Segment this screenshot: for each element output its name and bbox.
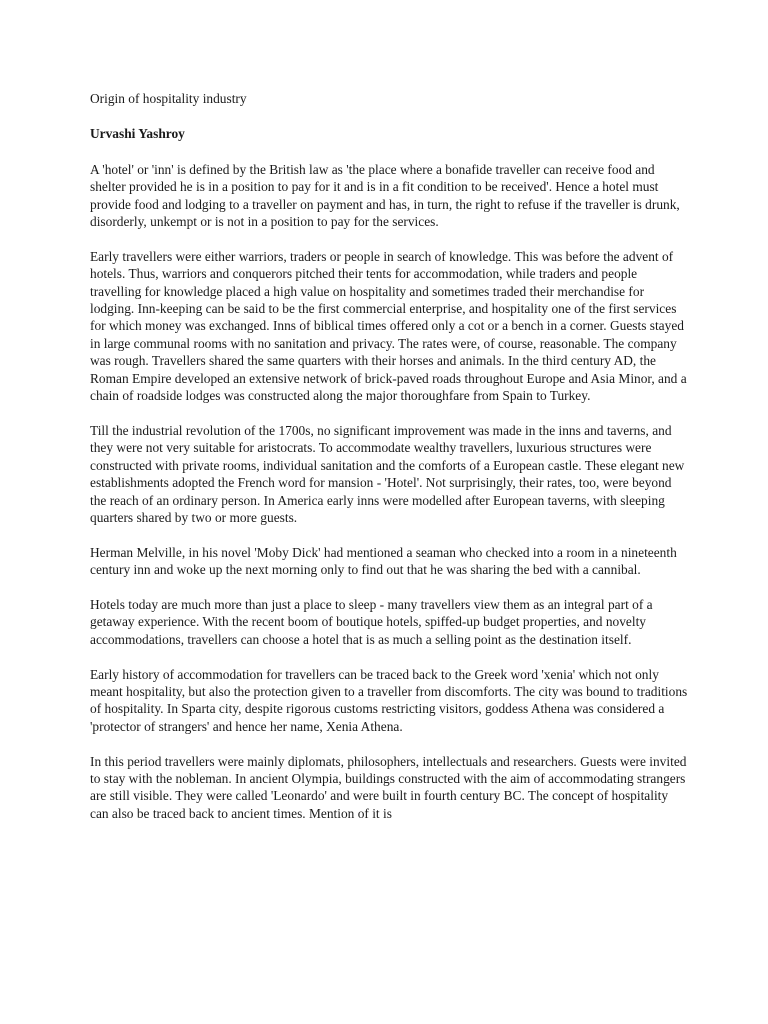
- paragraph-2: Early travellers were either warriors, traders or people in search of knowledge. This was before the advent of hotels. Thus, warriors and conquerors pitched their tents for accommodation, while traders and people travelling for knowledge placed a high value on hospitality and sometimes traded their merchandise for lodging. Inn-keeping can be said to be the first commercial enterprise, and hospitality one of the first services for which money was exchanged. Inns of biblical times offered only a cot or a bench in a corner. Guests stayed in large communal rooms with no sanitation and privacy. The rates were, of course, reasonable. The company was rough. Travellers shared the same quarters with their horses and animals. In the third century AD, the Roman Empire developed an extensive network of brick-paved roads throughout Europe and Asia Minor, and a chain of roadside lodges was constructed along the major thoroughfare from Spain to Turkey.: [90, 248, 687, 404]
- paragraph-5: Hotels today are much more than just a place to sleep - many travellers view them as an integral part of a getaway experience. With the recent boom of boutique hotels, spiffed-up budget properties, and novelty accommodations, travellers can choose a hotel that is as much a selling point as the destination itself.: [90, 596, 653, 647]
- document-title: Origin of hospitality industry: [90, 91, 247, 106]
- document-author: Urvashi Yashroy: [90, 126, 185, 142]
- paragraph-1: A 'hotel' or 'inn' is defined by the British law as 'the place where a bonafide traveller can receive food and shelter provided he is in a position to pay for it and is in a fit condition to be received'. Hence a hotel must provide food and lodging to a traveller on payment and has, in turn, the right to refuse if the traveller is drunk, disorderly, unkempt or is not in a position to pay for the services.: [90, 161, 680, 230]
- paragraph-3: Till the industrial revolution of the 1700s, no significant improvement was made in the inns and taverns, and they were not very suitable for aristocrats. To accommodate wealthy travellers, luxurious structures were constructed with private rooms, individual sanitation and the comforts of a European castle. These elegant new establishments adopted the French word for mansion - 'Hotel'. Not surprisingly, their rates, too, were beyond the reach of an ordinary person. In America early inns were modelled after European taverns, with sleeping quarters shared by two or more guests.: [90, 422, 685, 525]
- paragraph-4: Herman Melville, in his novel 'Moby Dick' had mentioned a seaman who checked into a room in a nineteenth century inn and woke up the next morning only to find out that he was sharing the bed with a cannibal.: [90, 544, 677, 578]
- paragraph-7: In this period travellers were mainly diplomats, philosophers, intellectuals and researchers. Guests were invited to stay with the nobleman. In ancient Olympia, buildings constructed with the aim of accommodating strangers are still visible. They were called 'Leonardo' and were built in fourth century BC. The concept of hospitality can also be traced back to ancient times. Mention of it is: [90, 753, 687, 821]
- paragraph-6: Early history of accommodation for travellers can be traced back to the Greek word 'xenia' which not only meant hospitality, but also the protection given to a traveller from discomforts. The city was bound to traditions of hospitality. In Sparta city, despite rigorous customs restricting visitors, goddess Athena was considered a 'protector of strangers' and hence her name, Xenia Athena.: [90, 666, 688, 734]
- document-body: [90, 90, 690, 840]
